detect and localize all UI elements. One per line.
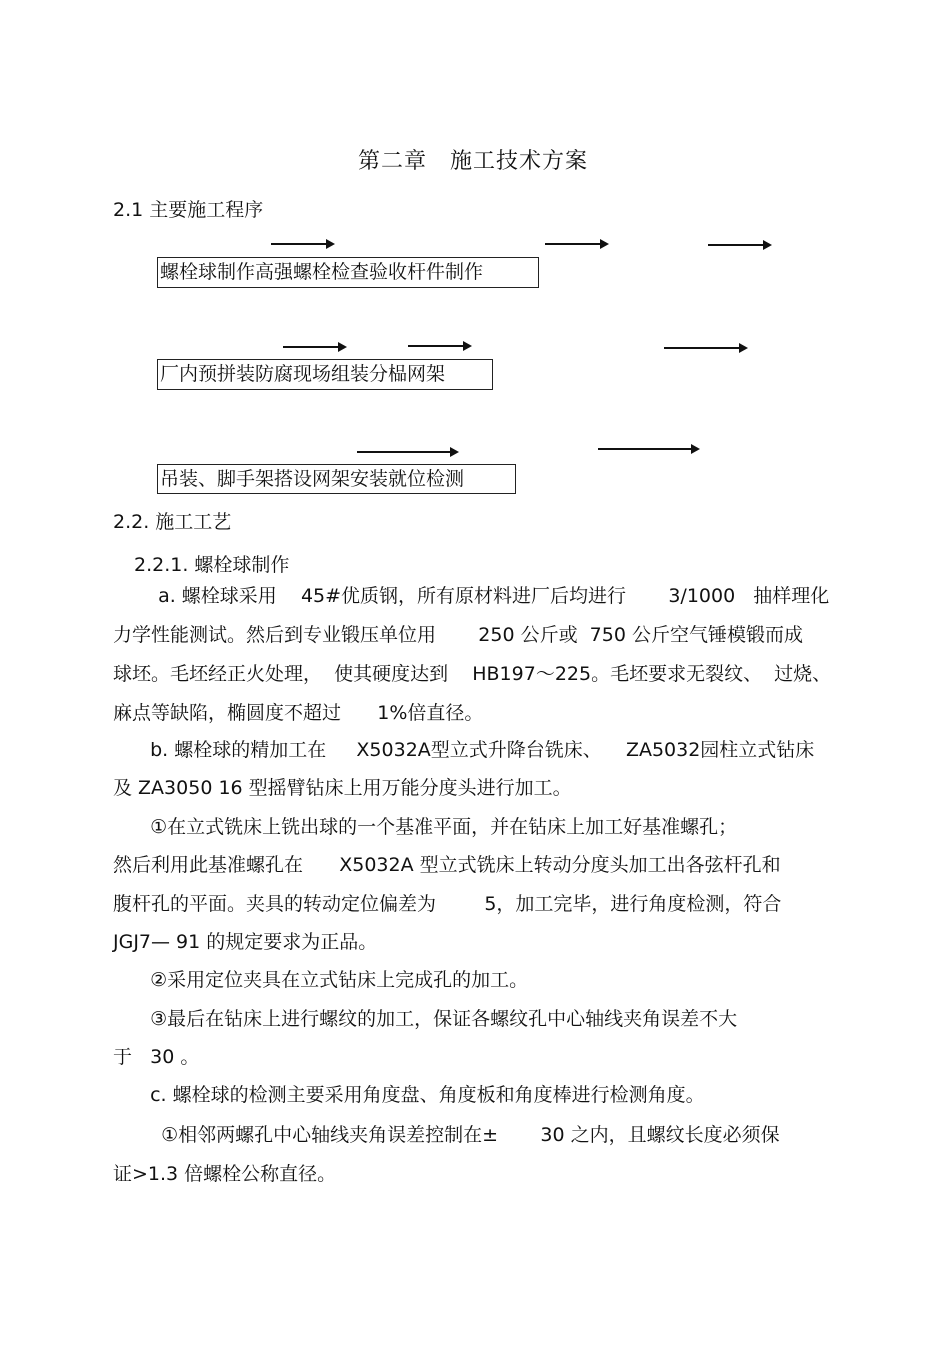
body-line: 力学性能测试。然后到专业锻压单位用 250 公斤或 750 公斤空气锤模锻而成 — [113, 624, 803, 646]
body-line: a. 螺栓球采用 45#优质钢，所有原材料进厂后均进行 3/1000 抽样理化 — [146, 585, 830, 607]
body-line: 麻点等缺陷，椭圆度不超过 1%倍直径。 — [113, 702, 484, 724]
flow-arrow — [664, 347, 746, 349]
flow-box-1: 螺栓球制作高强螺栓检查验收杆件制作 — [157, 257, 539, 288]
body-line: 及 ZA3050 16 型摇臂钻床上用万能分度头进行加工。 — [113, 777, 572, 799]
flow-box-3: 吊装、脚手架搭设网架安装就位检测 — [157, 464, 516, 494]
flow-arrow — [357, 451, 457, 453]
section-heading-2-2: 2.2. 施工工艺 — [113, 511, 232, 533]
body-line: c. 螺栓球的检测主要采用角度盘、角度板和角度棒进行检测角度。 — [138, 1084, 705, 1106]
body-line: 球坯。毛坯经正火处理， 使其硬度达到 HB197～225。毛坯要求无裂纹、 过烧、 — [113, 663, 832, 685]
body-line: ③最后在钻床上进行螺纹的加工，保证各螺纹孔中心轴线夹角误差不大 — [138, 1008, 738, 1030]
flow-box-2: 厂内预拼装防腐现场组装分榀网架 — [157, 359, 493, 390]
body-line: ①相邻两螺孔中心轴线夹角误差控制在± 30 之内，且螺纹长度必须保 — [143, 1124, 780, 1146]
flow-arrow — [708, 244, 770, 246]
flow-arrow — [408, 345, 470, 347]
body-line: 然后利用此基准螺孔在 X5032A 型立式铣床上转动分度头加工出各弦杆孔和 — [113, 854, 781, 876]
body-line: ②采用定位夹具在立式钻床上完成孔的加工。 — [138, 969, 529, 991]
section-heading-2-2-1: 2.2.1. 螺栓球制作 — [134, 554, 290, 576]
body-line: 证>1.3 倍螺栓公称直径。 — [113, 1163, 337, 1185]
flow-arrow — [271, 243, 333, 245]
body-line: 腹杆孔的平面。夹具的转动定位偏差为 5，加工完毕，进行角度检测，符合 — [113, 893, 782, 915]
body-line: ①在立式铣床上铣出球的一个基准平面，并在钻床上加工好基准螺孔； — [138, 816, 738, 838]
body-line: b. 螺栓球的精加工在 X5032A型立式升降台铣床、 ZA5032园柱立式钻床 — [138, 739, 815, 761]
body-line: JGJ7— 91 的规定要求为正品。 — [113, 931, 378, 953]
body-line: 于 30 。 — [113, 1046, 200, 1068]
flow-arrow — [283, 346, 345, 348]
section-heading-2-1: 2.1 主要施工程序 — [113, 199, 264, 221]
page-title: 第二章 施工技术方案 — [358, 149, 589, 174]
flow-arrow — [598, 448, 698, 450]
flow-arrow — [545, 243, 607, 245]
